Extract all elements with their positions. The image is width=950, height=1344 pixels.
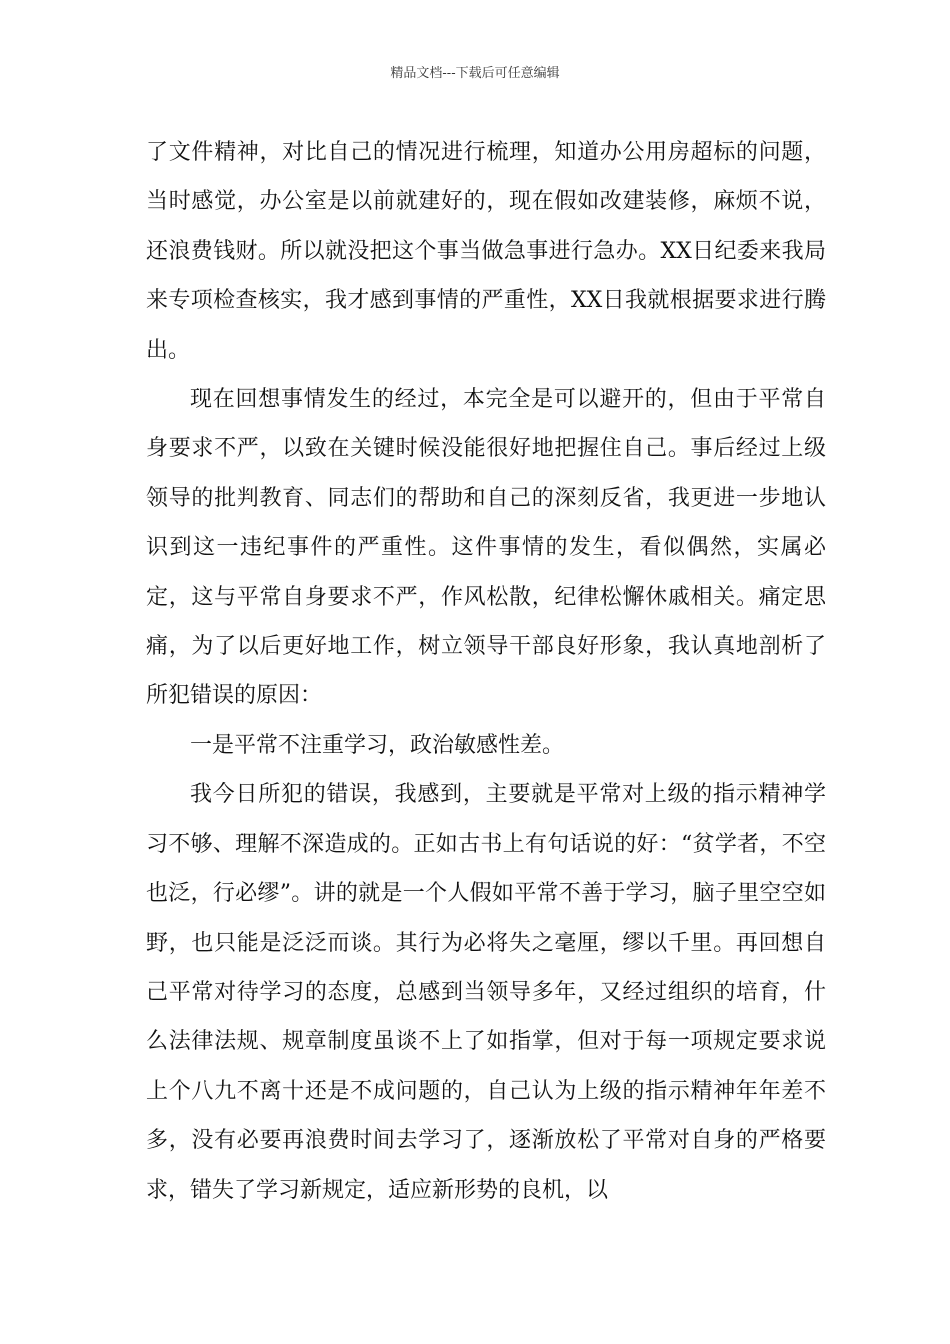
- paragraph-analysis: 我今日所犯的错误，我感到，主要就是平常对上级的指示精神学习不够、理解不深造成的。正如古书上有句话说的好：“贫学者，不空也泛，行必缪”。讲的就是一个人假如平常不善于学习，脑子里空空如野，也只能是泛泛而谈。其行为必将失之毫厘，缪以千里。再回想自己平常对待学习的态度，总感到当领导多年，又经过组织的培育，什么法律法规、规章制度虽谈不上了如指掌，但对于每一项规定要求说上个八九不离十还是不成问题的，自己认为上级的指示精神年年差不多，没有必要再浪费时间去学习了，逐渐放松了平常对自身的严格要求，错失了学习新规定，适应新形势的良机，以: [146, 782, 826, 1203]
- paragraph-point-one: 一是平常不注重学习，政治敏感性差。: [190, 732, 565, 758]
- document-body: [146, 128, 826, 1215]
- paragraph-reflection: 现在回想事情发生的经过，本完全是可以避开的，但由于平常自身要求不严，以致在关键时候没能很好地把握住自己。事后经过上级领导的批判教育、同志们的帮助和自己的深刻反省，我更进一步地认识到这一违纪事件的严重性。这件事情的发生，看似偶然，实属必定，这与平常自身要求不严，作风松散，纪律松懈休戚相关。痛定思痛，为了以后更好地工作，树立领导干部良好形象，我认真地剖析了所犯错误的原因：: [146, 387, 826, 709]
- page-header: 精品文档---下载后可任意编辑: [390, 66, 560, 81]
- paragraph-continuation: 了文件精神，对比自己的情况进行梳理，知道办公用房超标的问题，当时感觉，办公室是以前就建好的，现在假如改建装修，麻烦不说，还浪费钱财。所以就没把这个事当做急事进行急办。XX日纪委来我局来专项检查核实，我才感到事情的严重性，XX日我就根据要求进行腾出。: [146, 140, 826, 363]
